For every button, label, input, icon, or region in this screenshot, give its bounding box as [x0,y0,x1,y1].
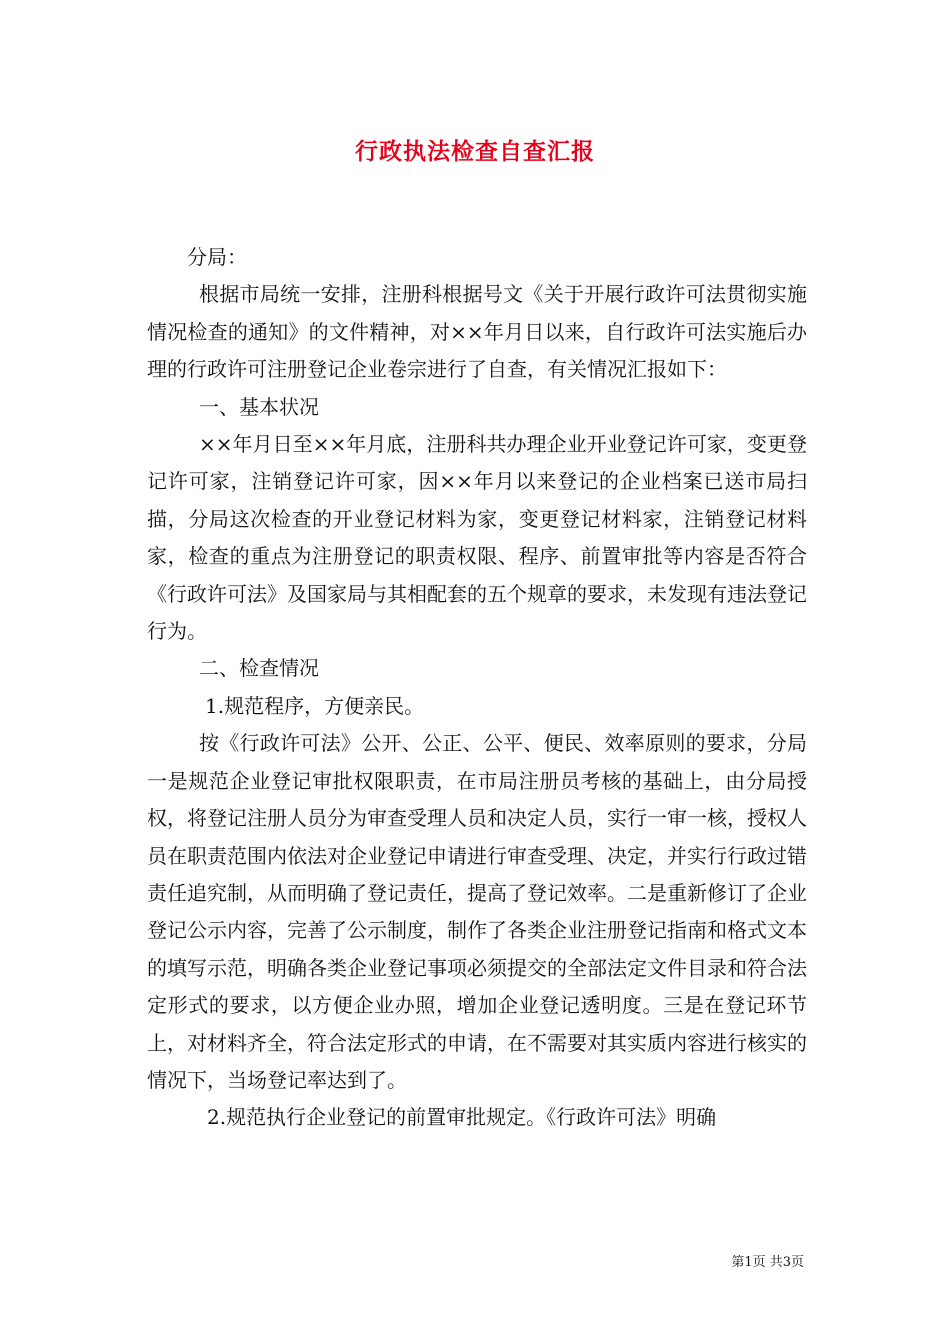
page-number: 第1页 共3页 [731,1255,804,1270]
section1-heading: 一、基本状况 [199,394,319,419]
document-title: 行政执法检查自查汇报 [355,138,595,165]
item2-start: 2.规范执行企业登记的前置审批规定。《行政许可法》明确 [207,1105,717,1130]
salutation: 分局： [187,245,247,269]
intro-paragraph: 根据市局统一安排，注册科根据号文《关于开展行政许可法贯彻实施情况检查的通知》的文件精神，对××年月日以来，自行政许可法实施后办理的行政许可注册登记企业卷宗进行了自查，有关情况汇报如下： [147,282,807,382]
document-body [147,239,807,1137]
section1-body: ××年月日至××年月底，注册科共办理企业开业登记许可家，变更登记许可家，注销登记许可家，因××年月以来登记的企业档案已送市局扫描，分局这次检查的开业登记材料为家，变更登记材料家，注销登记材料家，检查的重点为注册登记的职责权限、程序、前置审批等内容是否符合《行政许可法》及国家局与其相配套的五个规章的要求，未发现有违法登记行为。 [147,432,807,644]
section2-heading: 二、检查情况 [199,656,319,681]
item1-heading: 1.规范程序，方便亲民。 [205,693,425,718]
item1-body: 按《行政许可法》公开、公正、公平、便民、效率原则的要求，分局一是规范企业登记审批权限职责，在市局注册员考核的基础上，由分局授权，将登记注册人员分为审查受理人员和决定人员，实行一审一核，授权人员在职责范围内依法对企业登记申请进行审查受理、决定，并实行行政过错责任追究制，从而明确了登记责任，提高了登记效率。二是重新修订了企业登记公示内容，完善了公示制度，制作了各类企业注册登记指南和格式文本的填写示范，明确各类企业登记事项必须提交的全部法定文件目录和符合法定形式的要求，以方便企业办照，增加企业登记透明度。三是在登记环节上，对材料齐全，符合法定形式的申请，在不需要对其实质内容进行核实的情况下，当场登记率达到了。 [147,731,807,1092]
